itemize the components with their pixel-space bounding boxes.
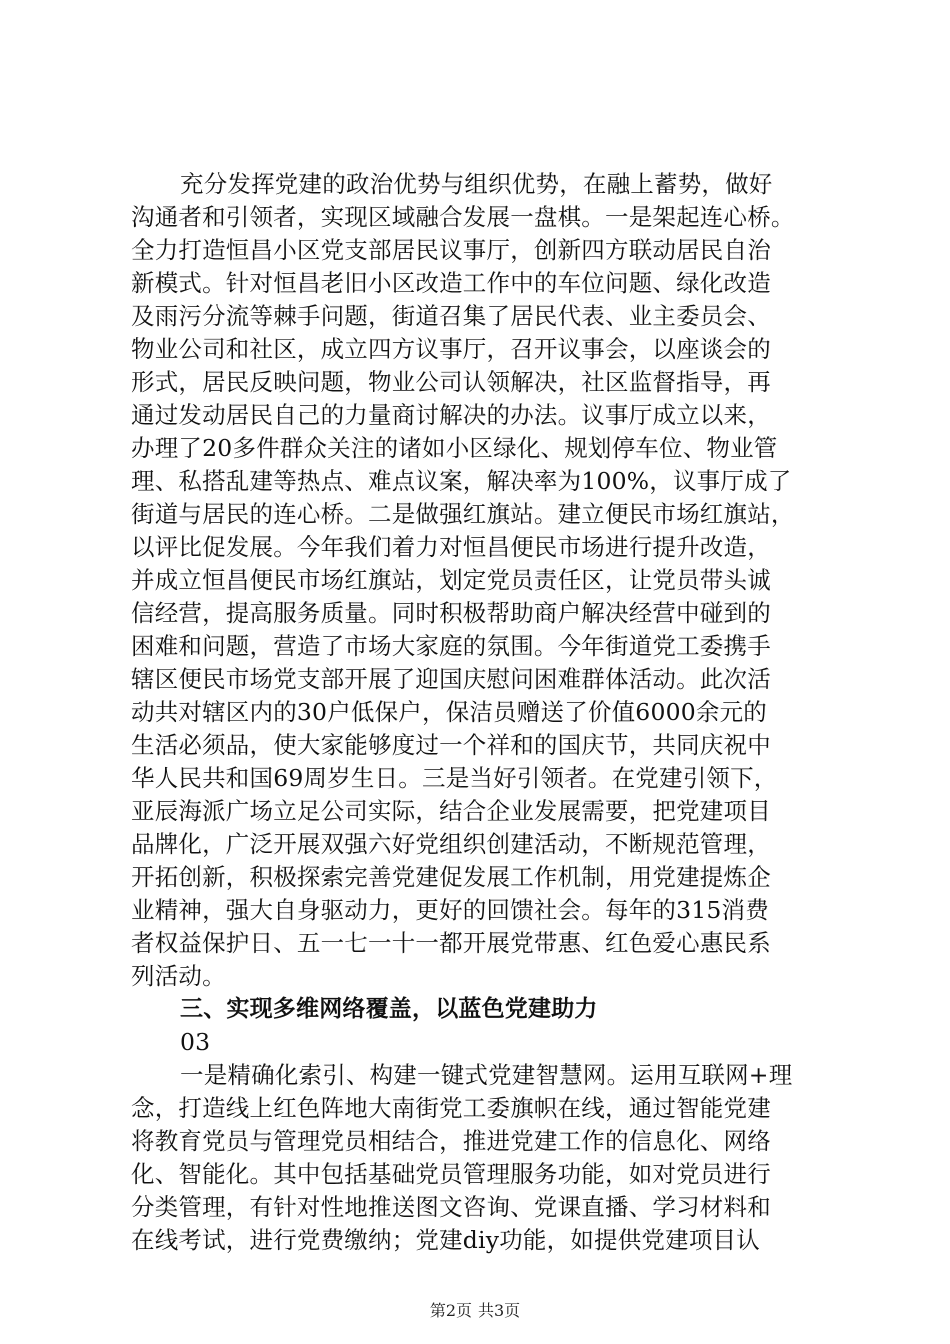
document-body — [131, 168, 831, 1257]
text-line: 化、智能化。其中包括基础党员管理服务功能，如对党员进行 — [131, 1160, 771, 1188]
text-line: 分类管理，有针对性地推送图文咨询、党课直播、学习材料和 — [131, 1193, 771, 1221]
page-total: 共3页 — [478, 1301, 521, 1320]
text-line: 理、私搭乱建等热点、难点议案，解决率为100%，议事厅成了 — [131, 467, 792, 495]
text-line: 新模式。针对恒昌老旧小区改造工作中的车位问题、绿化改造 — [131, 269, 771, 297]
page-footer — [0, 1301, 950, 1321]
text-line: 念，打造线上红色阵地大南街党工委旗帜在线，通过智能党建 — [131, 1094, 771, 1122]
text-line: 沟通者和引领者，实现区域融合发展一盘棋。一是架起连心桥。 — [131, 203, 795, 231]
text-line: 辖区便民市场党支部开展了迎国庆慰问困难群体活动。此次活 — [131, 665, 771, 693]
text-line: 物业公司和社区，成立四方议事厅，召开议事会，以座谈会的 — [131, 335, 771, 363]
text-line: 业精神，强大自身驱动力，更好的回馈社会。每年的315消费 — [131, 896, 769, 924]
text-line: 在线考试，进行党费缴纳；党建diy功能，如提供党建项目认 — [131, 1226, 760, 1254]
paragraph-first-line: 充分发挥党建的政治优势与组织优势，在融上蓄势，做好 — [180, 170, 773, 198]
section-number: 03 — [180, 1028, 211, 1056]
text-line: 品牌化，广泛开展双强六好党组织创建活动，不断规范管理， — [131, 830, 771, 858]
paragraph-first-line: 一是精确化索引、构建一键式党建智慧网。运用互联网+理 — [180, 1061, 793, 1089]
text-line: 困难和问题，营造了市场大家庭的氛围。今年街道党工委携手 — [131, 632, 771, 660]
text-line: 以评比促发展。今年我们着力对恒昌便民市场进行提升改造， — [131, 533, 771, 561]
text-line: 动共对辖区内的30户低保户，保洁员赠送了价值6000余元的 — [131, 698, 768, 726]
text-line: 全力打造恒昌小区党支部居民议事厅，创新四方联动居民自治 — [131, 236, 771, 264]
text-line: 并成立恒昌便民市场红旗站，划定党员责任区，让党员带头诚 — [131, 566, 771, 594]
page-number: 第2页 — [429, 1301, 472, 1320]
text-line: 及雨污分流等棘手问题，街道召集了居民代表、业主委员会、 — [131, 302, 771, 330]
text-line: 办理了20多件群众关注的诸如小区绿化、规划停车位、物业管 — [131, 434, 778, 462]
text-line: 亚辰海派广场立足公司实际，结合企业发展需要，把党建项目 — [131, 797, 771, 825]
text-line: 形式，居民反映问题，物业公司认领解决，社区监督指导，再 — [131, 368, 771, 396]
text-line: 开拓创新，积极探索完善党建促发展工作机制，用党建提炼企 — [131, 863, 771, 891]
text-line: 生活必须品，使大家能够度过一个祥和的国庆节，共同庆祝中 — [131, 731, 771, 759]
text-line: 列活动。 — [131, 962, 226, 990]
text-line: 将教育党员与管理党员相结合，推进党建工作的信息化、网络 — [131, 1127, 771, 1155]
section-heading: 三、实现多维网络覆盖，以蓝色党建助力 — [180, 996, 598, 1022]
text-line: 者权益保护日、五一七一十一都开展党带惠、红色爱心惠民系 — [131, 929, 771, 957]
text-line: 华人民共和国69周岁生日。三是当好引领者。在党建引领下， — [131, 764, 778, 792]
text-line: 通过发动居民自己的力量商讨解决的办法。议事厅成立以来， — [131, 401, 771, 429]
text-line: 街道与居民的连心桥。二是做强红旗站。建立便民市场红旗站， — [131, 500, 795, 528]
text-line: 信经营，提高服务质量。同时积极帮助商户解决经营中碰到的 — [131, 599, 771, 627]
